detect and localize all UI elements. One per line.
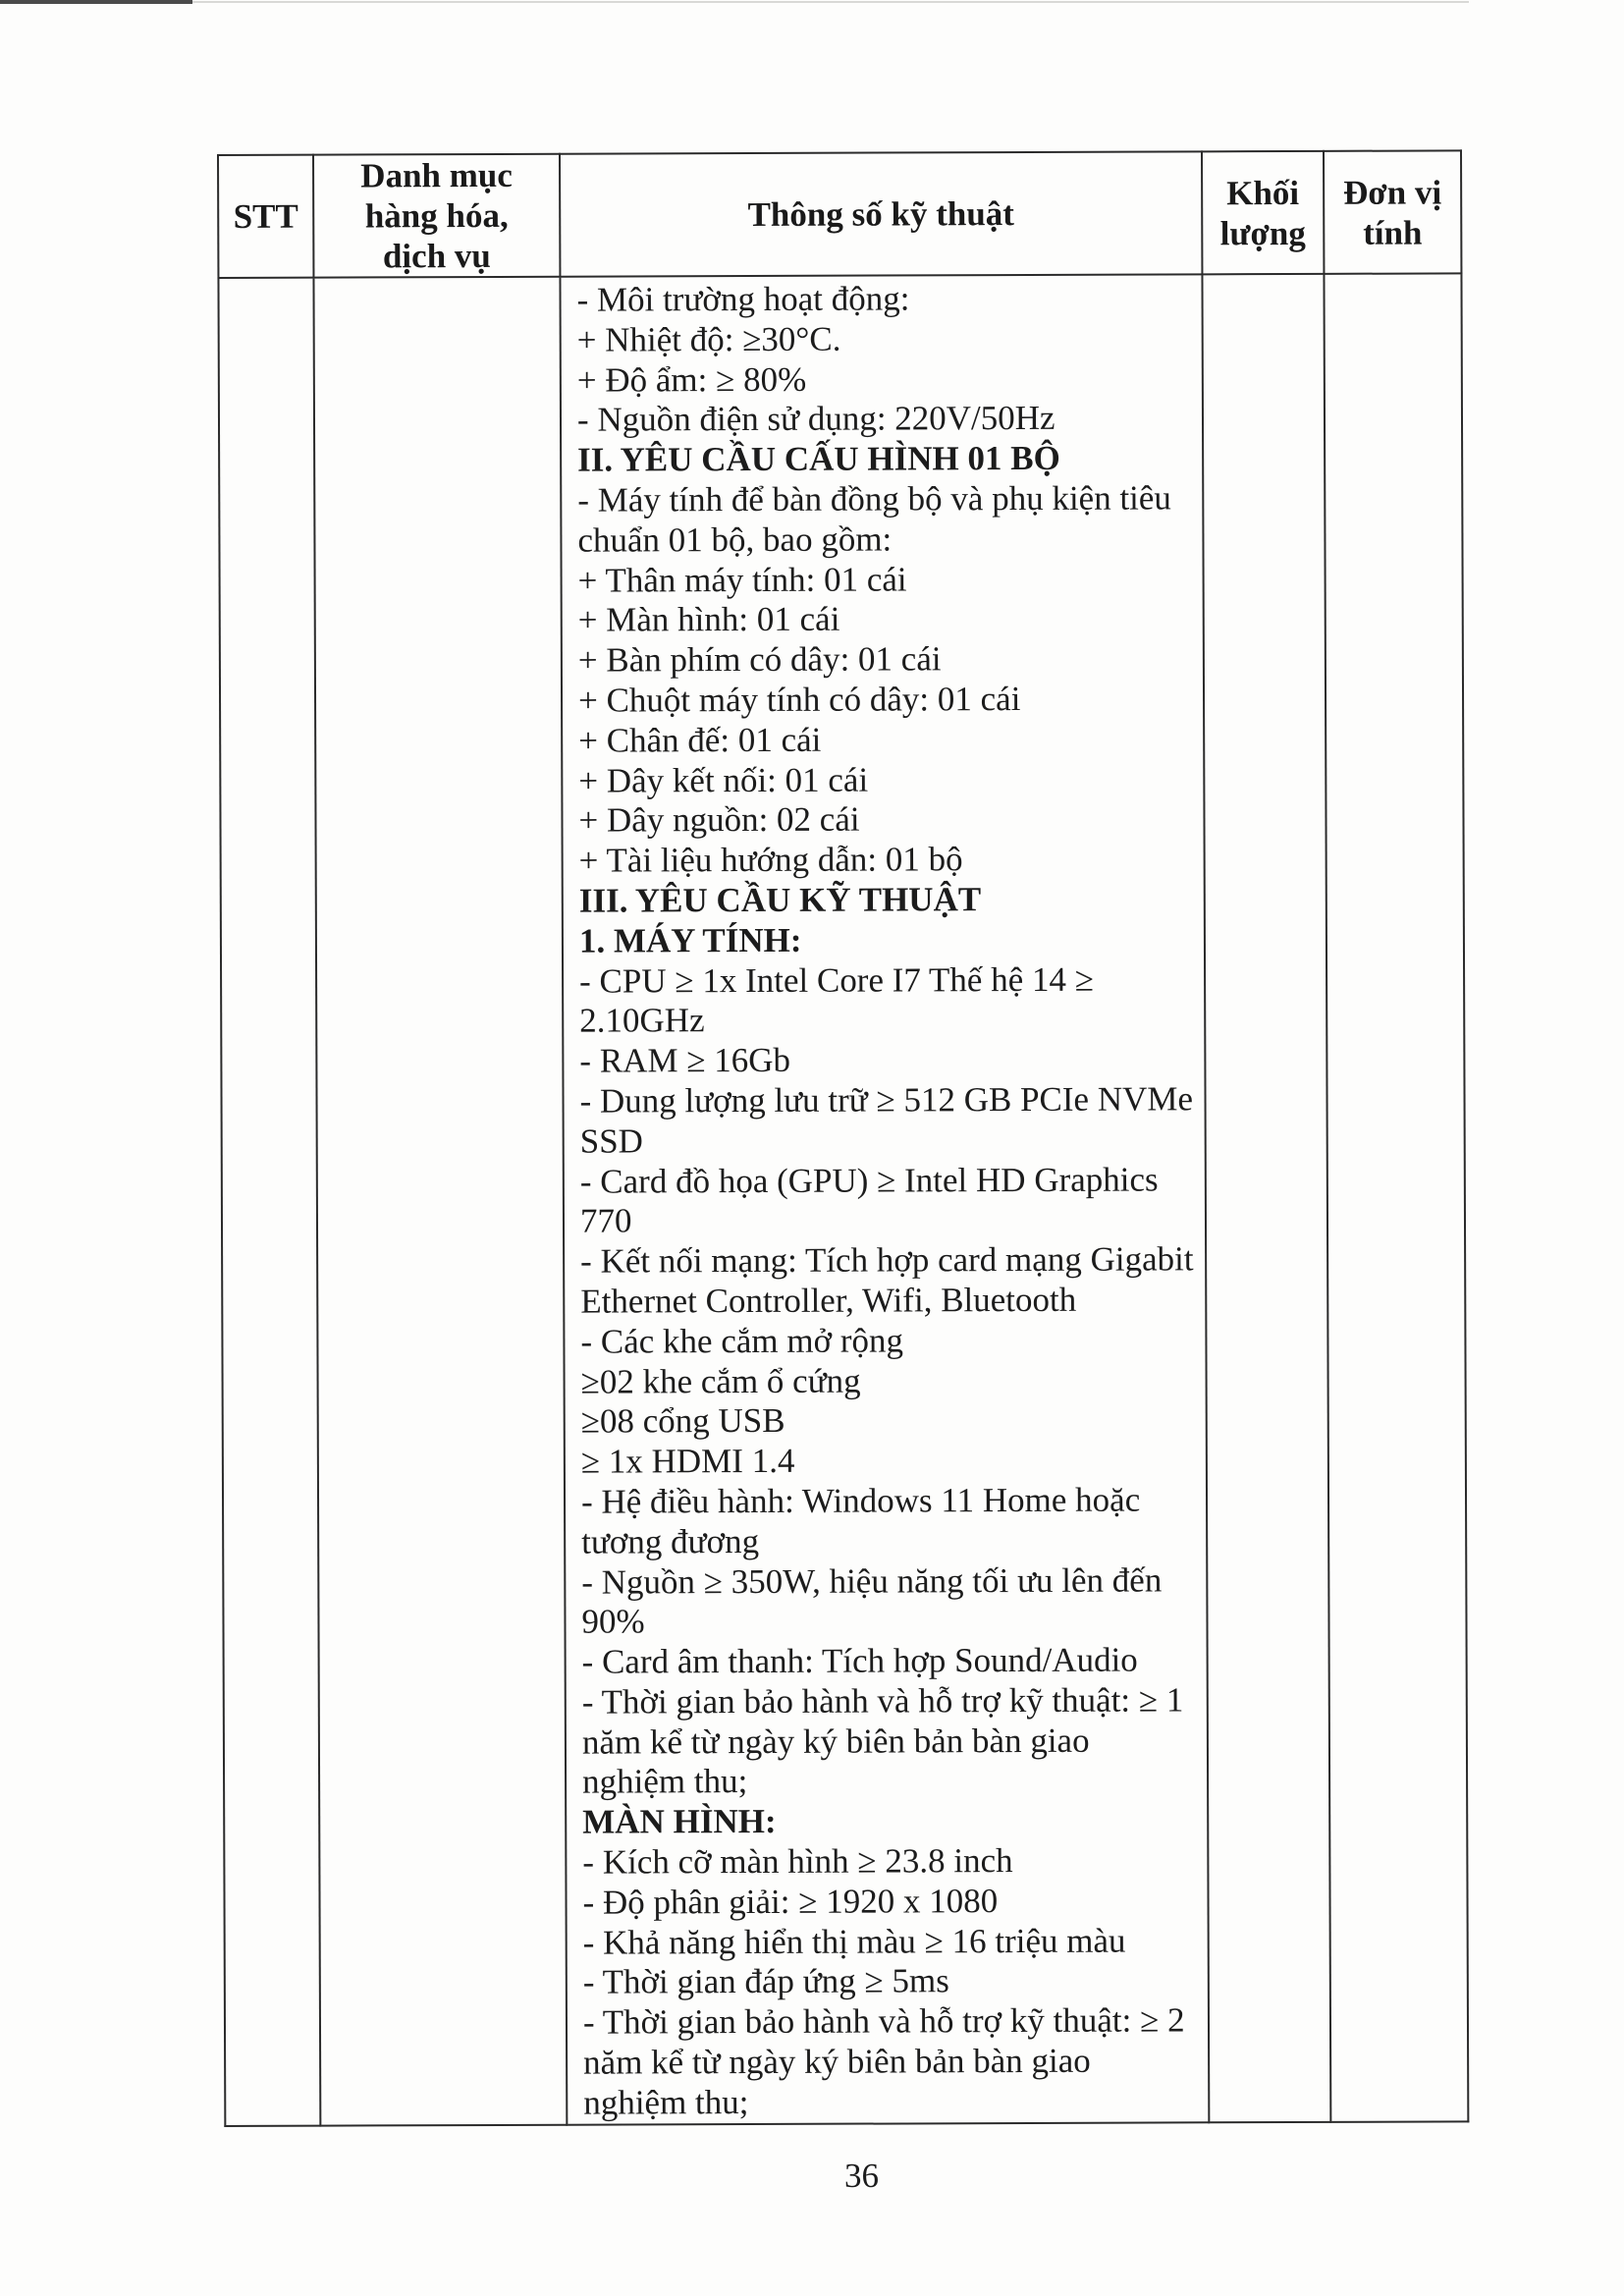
- spec-line: - Các khe cắm mở rộng: [580, 1321, 904, 1361]
- spec-line: nghiệm thu;: [582, 1762, 748, 1802]
- cell-quantity: [1202, 274, 1330, 2122]
- page-number: 36: [844, 2157, 879, 2195]
- spec-line: - Thời gian bảo hành và hỗ trợ kỹ thuật: ≥ 2: [582, 2000, 1185, 2042]
- header-item: [313, 154, 560, 278]
- spec-line: - Hệ điều hành: Windows 11 Home hoặc: [580, 1480, 1141, 1521]
- header-item-line: dịch vụ: [382, 236, 491, 276]
- spec-table: [217, 149, 1469, 2127]
- spec-line: ≥08 cổng USB: [580, 1401, 785, 1441]
- spec-line: - RAM ≥ 16Gb: [579, 1041, 791, 1080]
- header-stt: [218, 155, 313, 278]
- spec-section-heading: II. YÊU CẦU CẤU HÌNH 01 BỘ: [577, 439, 1060, 479]
- spec-line: - Môi trường hoạt động:: [576, 279, 910, 319]
- scan-edge-mark: [0, 0, 192, 4]
- spec-section-heading: III. YÊU CẦU KỸ THUẬT: [578, 880, 982, 920]
- header-unit: [1324, 150, 1461, 274]
- spec-line: ≥ 1x HDMI 1.4: [580, 1441, 795, 1481]
- header-quantity-line: Khối: [1226, 173, 1300, 212]
- header-item-line: Danh mục: [360, 155, 513, 195]
- spec-line: - Máy tính để bàn đồng bộ và phụ kiện tiêu: [577, 478, 1171, 519]
- spec-line: - CPU ≥ 1x Intel Core I7 Thế hệ 14 ≥: [579, 959, 1094, 1001]
- header-spec: [560, 151, 1202, 276]
- spec-line: - Dung lượng lưu trữ ≥ 512 GB PCIe NVMe: [579, 1079, 1194, 1121]
- spec-line: + Chuột máy tính có dây: 01 cái: [577, 679, 1021, 720]
- spec-line: tương đương: [581, 1521, 760, 1561]
- spec-section-heading: MÀN HÌNH:: [582, 1802, 777, 1841]
- cell-stt: [218, 278, 320, 2126]
- spec-line: - Card âm thanh: Tích hợp Sound/Audio: [581, 1640, 1138, 1681]
- spec-line: năm kể từ ngày ký biên bản bàn giao: [583, 2041, 1091, 2082]
- spec-line: - Card đồ họa (GPU) ≥ Intel HD Graphics: [579, 1160, 1159, 1201]
- cell-unit: [1324, 273, 1468, 2122]
- spec-line: + Thân máy tính: 01 cái: [577, 560, 907, 600]
- spec-line: - Kích cỡ màn hình ≥ 23.8 inch: [582, 1841, 1013, 1882]
- spec-line: + Tài liệu hướng dẫn: 01 bộ: [578, 840, 963, 880]
- spec-line: năm kể từ ngày ký biên bản bàn giao: [581, 1721, 1090, 1762]
- spec-line: + Bàn phím có dây: 01 cái: [577, 639, 942, 680]
- cell-spec: [560, 274, 1209, 2124]
- spec-line: - Khả năng hiển thị màu ≥ 16 triệu màu: [582, 1921, 1126, 1962]
- spec-line: ≥02 khe cắm ổ cứng: [580, 1361, 861, 1401]
- spec-line: chuẩn 01 bộ, bao gồm:: [577, 519, 893, 560]
- spec-line: nghiệm thu;: [583, 2082, 749, 2122]
- spec-line: - Thời gian bảo hành và hỗ trợ kỹ thuật: ≥ 1: [581, 1680, 1184, 1722]
- header-quantity-line: lượng: [1219, 213, 1306, 252]
- header-unit-line: tính: [1363, 213, 1423, 252]
- cell-item: [313, 277, 567, 2126]
- spec-text-block: [561, 275, 1208, 2122]
- spec-line: + Độ ẩm: ≥ 80%: [576, 359, 807, 400]
- scan-edge-shadow: [192, 1, 1469, 3]
- spec-line: + Màn hình: 01 cái: [577, 600, 840, 640]
- spec-table-wrapper: [217, 149, 1469, 2127]
- table-header-row: [218, 150, 1461, 278]
- spec-line: 90%: [581, 1602, 645, 1641]
- spec-line: + Chân đế: 01 cái: [578, 720, 822, 760]
- spec-line: + Dây kết nối: 01 cái: [578, 760, 869, 800]
- spec-line: - Nguồn ≥ 350W, hiệu năng tối ưu lên đến: [581, 1559, 1163, 1602]
- spec-line: Ethernet Controller, Wifi, Bluetooth: [580, 1280, 1077, 1321]
- spec-line: - Kết nối mạng: Tích hợp card mạng Gigabit: [580, 1239, 1194, 1281]
- spec-line: + Nhiệt độ: ≥30°C.: [576, 319, 841, 359]
- spec-line: - Nguồn điện sử dụng: 220V/50Hz: [576, 399, 1056, 440]
- spec-line: SSD: [579, 1121, 643, 1161]
- table-row: [218, 273, 1468, 2126]
- spec-line: 2.10GHz: [579, 1001, 705, 1040]
- header-item-line: hàng hóa,: [364, 195, 509, 236]
- spec-line: 770: [579, 1201, 632, 1240]
- header-unit-line: Đơn vị: [1343, 172, 1442, 212]
- spec-line: + Dây nguồn: 02 cái: [578, 799, 860, 841]
- spec-line: - Thời gian đáp ứng ≥ 5ms: [582, 1961, 949, 2002]
- header-spec-label: Thông số kỹ thuật: [747, 194, 1014, 235]
- header-quantity: [1202, 151, 1324, 274]
- spec-line: - Độ phân giải: ≥ 1920 x 1080: [582, 1881, 999, 1922]
- header-stt-label: STT: [233, 196, 298, 236]
- spec-section-heading: 1. MÁY TÍNH:: [578, 920, 802, 960]
